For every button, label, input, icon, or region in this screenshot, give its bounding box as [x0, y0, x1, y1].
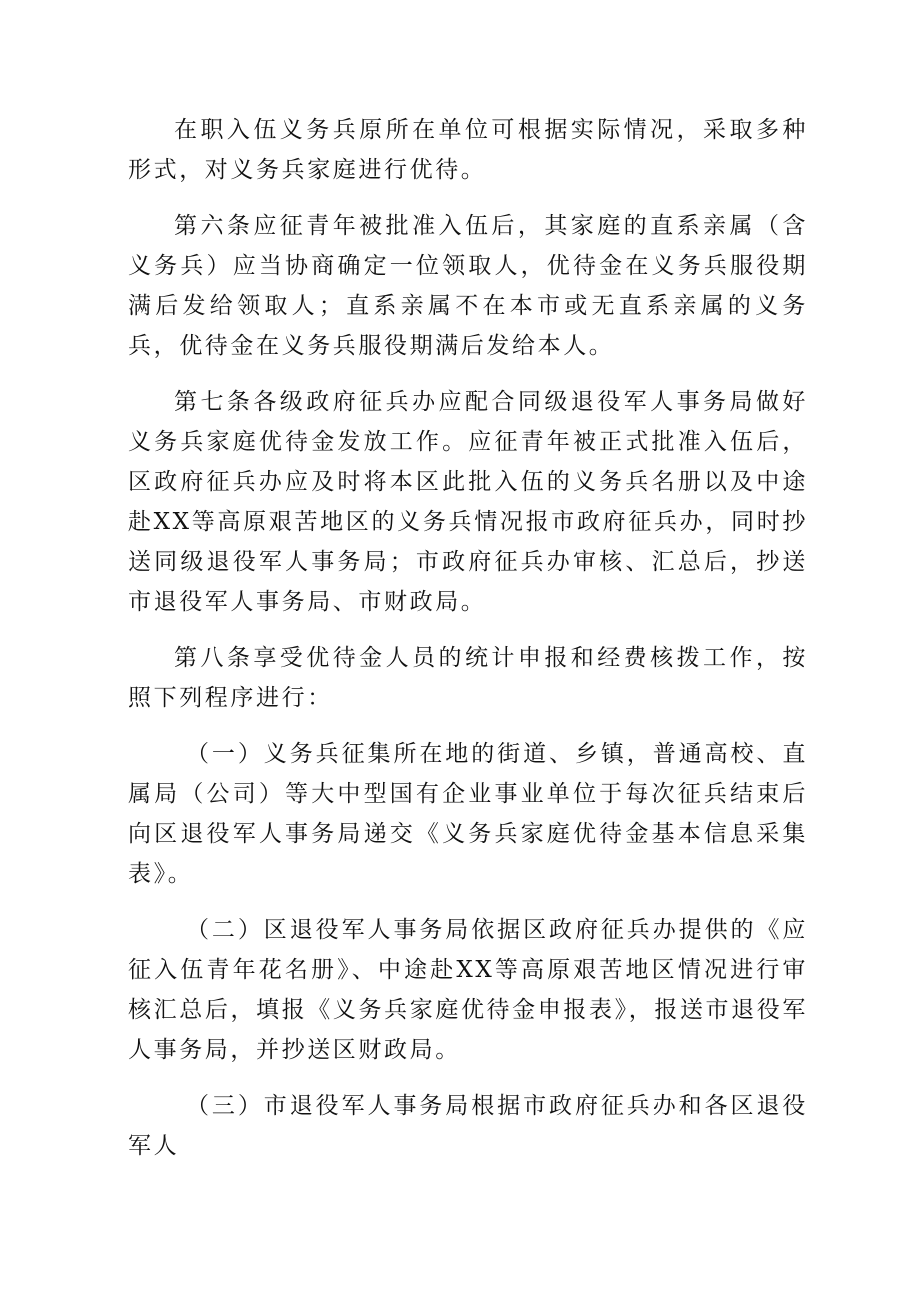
paragraph-item-3: （三）市退役军人事务局根据市政府征兵办和各区退役军人	[128, 1093, 808, 1159]
paragraph-item-2: （二）区退役军人事务局依据区政府征兵办提供的《应征入伍青年花名册》、中途赴XX等高原艰苦地区情况进行审核汇总后，填报《义务兵家庭优待金申报表》，报送市退役军人事务局，并抄送区财政局。	[128, 917, 808, 1063]
paragraph-article-7: 第七条各级政府征兵办应配合同级退役军人事务局做好义务兵家庭优待金发放工作。应征青年被正式批准入伍后，区政府征兵办应及时将本区此批入伍的义务兵名册以及中途赴XX等高原艰苦地区的义务兵情况报市政府征兵办，同时抄送同级退役军人事务局；市政府征兵办审核、汇总后，抄送市退役军人事务局、市财政局。	[128, 389, 808, 615]
paragraph-item-1: （一）义务兵征集所在地的街道、乡镇，普通高校、直属局（公司）等大中型国有企业事业单位于每次征兵结束后向区退役军人事务局递交《义务兵家庭优待金基本信息采集表》。	[128, 741, 808, 887]
document-body	[128, 110, 808, 1182]
paragraph-article-8: 第八条享受优待金人员的统计申报和经费核拨工作，按照下列程序进行：	[128, 645, 808, 711]
paragraph-preferential-treatment-forms: 在职入伍义务兵原所在单位可根据实际情况，采取多种形式，对义务兵家庭进行优待。	[128, 117, 808, 183]
paragraph-article-6: 第六条应征青年被批准入伍后，其家庭的直系亲属（含义务兵）应当协商确定一位领取人，优待金在义务兵服役期满后发给领取人；直系亲属不在本市或无直系亲属的义务兵，优待金在义务兵服役期满后发给本人。	[128, 213, 808, 359]
